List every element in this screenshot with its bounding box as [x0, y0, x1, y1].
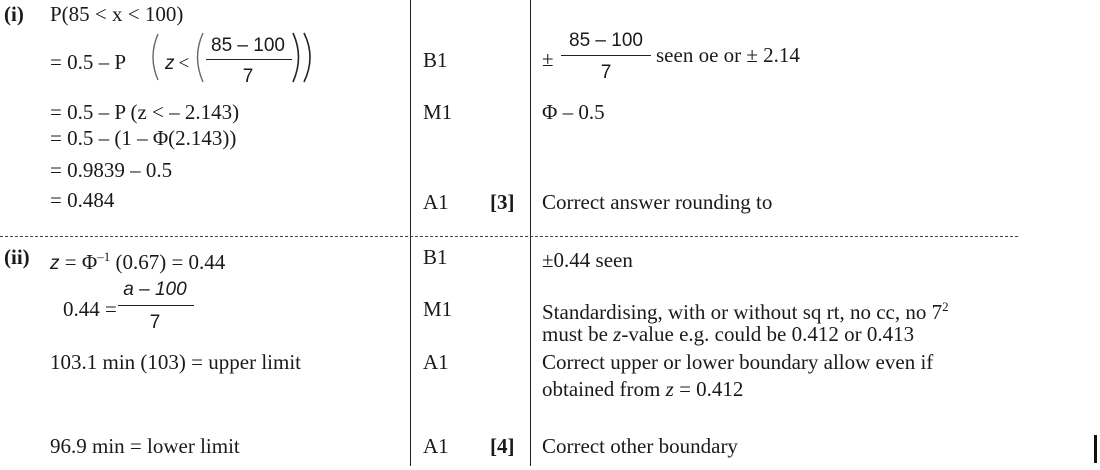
part-i-heading: P(85 < x < 100)	[50, 2, 184, 26]
part-i-label: (i)	[4, 2, 24, 26]
part-ii-mark-a1-second: A1	[423, 434, 449, 458]
part-ii-guidance-upper2: obtained from z = 0.412	[542, 377, 744, 401]
part-i-guidance-frac-den: 7	[600, 62, 612, 83]
part-i-line3: = 0.5 – (1 – Φ(2.143))	[50, 126, 237, 150]
part-ii-eq-left: 0.44 =	[63, 297, 117, 321]
part-i-guidance-phi: Φ – 0.5	[542, 100, 605, 124]
part-ii-mark-a1: A1	[423, 350, 449, 374]
part-i-line1-prefix: = 0.5 – P	[50, 50, 127, 74]
part-ii-mark-m1: M1	[423, 297, 453, 321]
part-ii-eq-num: a – 100	[123, 279, 187, 300]
part-i-guidance-frac-bar	[561, 55, 651, 56]
part-i-guidance-frac-num: 85 – 100	[569, 30, 643, 51]
part-i-guidance-seen: seen oe or ± 2.14	[656, 43, 800, 67]
part-i-line1-fraction-den: 7	[242, 66, 254, 87]
part-ii-eq-den: 7	[149, 312, 161, 333]
part-i-line4: = 0.9839 – 0.5	[50, 158, 173, 182]
part-ii-tail: (0.67) = 0.44	[115, 250, 226, 274]
part-ii-z: z	[50, 253, 60, 274]
part-i-line2: = 0.5 – P (z < – 2.143)	[50, 100, 240, 124]
part-ii-label: (ii)	[4, 245, 30, 269]
part-ii-lower: 96.9 min = lower limit	[50, 434, 240, 458]
part-ii-guidance-std2: must be z-value e.g. could be 0.412 or 0.413	[542, 322, 915, 346]
part-i-mark-a1: A1	[423, 190, 449, 214]
part-ii-eq-bar	[118, 305, 194, 306]
part-ii-phi: = Φ	[64, 250, 98, 274]
part-i-line1-fraction-num: 85 – 100	[211, 35, 285, 56]
part-i-line1-fraction-bar	[206, 59, 292, 60]
part-i-mark-m1: M1	[423, 100, 453, 124]
part-ii-phi-sup: –1	[97, 249, 111, 264]
part-i-guidance-correct: Correct answer rounding to	[542, 190, 773, 214]
part-i-line1-z: z <	[165, 53, 190, 74]
part-ii-guidance-other: Correct other boundary	[542, 434, 738, 458]
part-ii-guidance-std1: Standardising, with or without sq rt, no cc, no $7^2$	[542, 299, 949, 324]
part-ii-total: [4]	[490, 434, 515, 458]
part-i-line5: = 0.484	[50, 188, 115, 212]
part-ii-mark-b1: B1	[423, 245, 448, 269]
part-i-mark-b1: B1	[423, 48, 448, 72]
part-ii-upper: 103.1 min (103) = upper limit	[50, 350, 301, 374]
part-i-guidance-pm: ±	[542, 47, 554, 71]
part-ii-guidance-seen: ±0.44 seen	[542, 248, 633, 272]
part-ii-guidance-upper1: Correct upper or lower boundary allow even if	[542, 350, 934, 374]
part-i-total: [3]	[490, 190, 515, 214]
part-ii-line1	[50, 245, 225, 276]
